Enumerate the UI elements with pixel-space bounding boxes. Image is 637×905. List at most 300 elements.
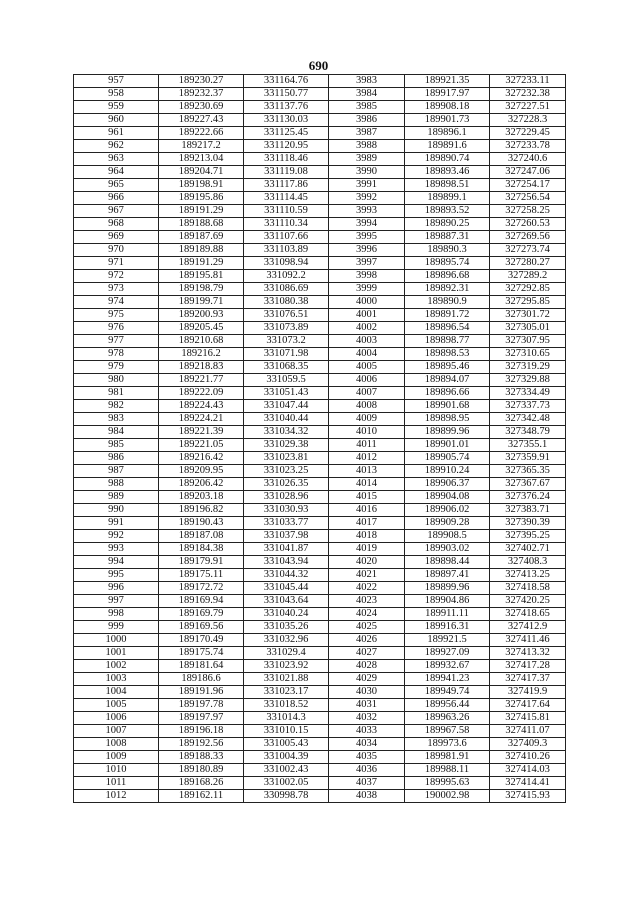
- point-number-cell: 996: [74, 582, 159, 595]
- point-number-cell: 3999: [329, 283, 405, 296]
- x-coordinate-cell: 189227.43: [159, 114, 244, 127]
- table-row: [74, 374, 566, 387]
- x-coordinate-cell: 189898.95: [405, 413, 490, 426]
- y-coordinate-cell: 331103.89: [244, 244, 329, 257]
- y-coordinate-cell: 331068.35: [244, 361, 329, 374]
- x-coordinate-cell: 189901.73: [405, 114, 490, 127]
- point-number-cell: 4001: [329, 309, 405, 322]
- point-number-cell: 973: [74, 283, 159, 296]
- y-coordinate-cell: 327280.27: [490, 257, 566, 270]
- y-coordinate-cell: 327402.71: [490, 543, 566, 556]
- x-coordinate-cell: 189224.21: [159, 413, 244, 426]
- point-number-cell: 4018: [329, 530, 405, 543]
- point-number-cell: 961: [74, 127, 159, 140]
- point-number-cell: 4002: [329, 322, 405, 335]
- y-coordinate-cell: 331040.44: [244, 413, 329, 426]
- table-row: [74, 725, 566, 738]
- table-row: [74, 166, 566, 179]
- y-coordinate-cell: 331119.08: [244, 166, 329, 179]
- point-number-cell: 3995: [329, 231, 405, 244]
- point-number-cell: 974: [74, 296, 159, 309]
- table-row: [74, 335, 566, 348]
- y-coordinate-cell: 327337.73: [490, 400, 566, 413]
- point-number-cell: 4021: [329, 569, 405, 582]
- x-coordinate-cell: 189179.91: [159, 556, 244, 569]
- x-coordinate-cell: 189898.44: [405, 556, 490, 569]
- table-row: [74, 101, 566, 114]
- x-coordinate-cell: 189893.52: [405, 205, 490, 218]
- point-number-cell: 3994: [329, 218, 405, 231]
- x-coordinate-cell: 189895.46: [405, 361, 490, 374]
- y-coordinate-cell: 331026.35: [244, 478, 329, 491]
- y-coordinate-cell: 327240.6: [490, 153, 566, 166]
- y-coordinate-cell: 331071.98: [244, 348, 329, 361]
- point-number-cell: 1011: [74, 777, 159, 790]
- table-row: [74, 283, 566, 296]
- y-coordinate-cell: 331043.94: [244, 556, 329, 569]
- point-number-cell: 969: [74, 231, 159, 244]
- x-coordinate-cell: 189921.5: [405, 634, 490, 647]
- x-coordinate-cell: 189195.86: [159, 192, 244, 205]
- table-row: [74, 205, 566, 218]
- x-coordinate-cell: 190002.98: [405, 790, 490, 803]
- y-coordinate-cell: 327247.06: [490, 166, 566, 179]
- y-coordinate-cell: 331030.93: [244, 504, 329, 517]
- point-number-cell: 3983: [329, 75, 405, 88]
- table-row: [74, 309, 566, 322]
- point-number-cell: 967: [74, 205, 159, 218]
- y-coordinate-cell: 331073.89: [244, 322, 329, 335]
- y-coordinate-cell: 327418.65: [490, 608, 566, 621]
- y-coordinate-cell: 327367.67: [490, 478, 566, 491]
- y-coordinate-cell: 327233.78: [490, 140, 566, 153]
- point-number-cell: 959: [74, 101, 159, 114]
- point-number-cell: 3996: [329, 244, 405, 257]
- x-coordinate-cell: 189170.49: [159, 634, 244, 647]
- y-coordinate-cell: 327411.46: [490, 634, 566, 647]
- point-number-cell: 4032: [329, 712, 405, 725]
- y-coordinate-cell: 327355.1: [490, 439, 566, 452]
- x-coordinate-cell: 189890.25: [405, 218, 490, 231]
- table-row: [74, 569, 566, 582]
- table-row: [74, 543, 566, 556]
- table-row: [74, 153, 566, 166]
- x-coordinate-cell: 189932.67: [405, 660, 490, 673]
- point-number-cell: 976: [74, 322, 159, 335]
- x-coordinate-cell: 189904.86: [405, 595, 490, 608]
- point-number-cell: 972: [74, 270, 159, 283]
- x-coordinate-cell: 189221.05: [159, 439, 244, 452]
- point-number-cell: 964: [74, 166, 159, 179]
- point-number-cell: 982: [74, 400, 159, 413]
- x-coordinate-cell: 189188.33: [159, 751, 244, 764]
- x-coordinate-cell: 189917.97: [405, 88, 490, 101]
- point-number-cell: 4006: [329, 374, 405, 387]
- point-number-cell: 3992: [329, 192, 405, 205]
- x-coordinate-cell: 189899.96: [405, 582, 490, 595]
- x-coordinate-cell: 189221.39: [159, 426, 244, 439]
- table-row: [74, 192, 566, 205]
- point-number-cell: 4037: [329, 777, 405, 790]
- table-row: [74, 465, 566, 478]
- y-coordinate-cell: 327409.3: [490, 738, 566, 751]
- x-coordinate-cell: 189967.58: [405, 725, 490, 738]
- x-coordinate-cell: 189169.56: [159, 621, 244, 634]
- x-coordinate-cell: 189221.77: [159, 374, 244, 387]
- x-coordinate-cell: 189896.1: [405, 127, 490, 140]
- point-number-cell: 4029: [329, 673, 405, 686]
- point-number-cell: 4026: [329, 634, 405, 647]
- x-coordinate-cell: 189230.69: [159, 101, 244, 114]
- y-coordinate-cell: 327413.25: [490, 569, 566, 582]
- point-number-cell: 1006: [74, 712, 159, 725]
- x-coordinate-cell: 189893.46: [405, 166, 490, 179]
- y-coordinate-cell: 327408.3: [490, 556, 566, 569]
- y-coordinate-cell: 331051.43: [244, 387, 329, 400]
- point-number-cell: 4016: [329, 504, 405, 517]
- x-coordinate-cell: 189191.96: [159, 686, 244, 699]
- table-row: [74, 790, 566, 803]
- x-coordinate-cell: 189927.09: [405, 647, 490, 660]
- table-row: [74, 621, 566, 634]
- point-number-cell: 4025: [329, 621, 405, 634]
- point-number-cell: 4024: [329, 608, 405, 621]
- point-number-cell: 4030: [329, 686, 405, 699]
- point-number-cell: 1002: [74, 660, 159, 673]
- x-coordinate-cell: 189910.24: [405, 465, 490, 478]
- point-number-cell: 1012: [74, 790, 159, 803]
- x-coordinate-cell: 189898.51: [405, 179, 490, 192]
- y-coordinate-cell: 327256.54: [490, 192, 566, 205]
- y-coordinate-cell: 327415.93: [490, 790, 566, 803]
- y-coordinate-cell: 331021.88: [244, 673, 329, 686]
- point-number-cell: 981: [74, 387, 159, 400]
- x-coordinate-cell: 189191.29: [159, 257, 244, 270]
- y-coordinate-cell: 331037.98: [244, 530, 329, 543]
- point-number-cell: 3991: [329, 179, 405, 192]
- point-number-cell: 977: [74, 335, 159, 348]
- table-row: [74, 322, 566, 335]
- y-coordinate-cell: 331033.77: [244, 517, 329, 530]
- y-coordinate-cell: 331110.34: [244, 218, 329, 231]
- point-number-cell: 3997: [329, 257, 405, 270]
- x-coordinate-cell: 189941.23: [405, 673, 490, 686]
- y-coordinate-cell: 327307.95: [490, 335, 566, 348]
- y-coordinate-cell: 331029.4: [244, 647, 329, 660]
- table-row: [74, 361, 566, 374]
- x-coordinate-cell: 189180.89: [159, 764, 244, 777]
- point-number-cell: 975: [74, 309, 159, 322]
- x-coordinate-cell: 189192.56: [159, 738, 244, 751]
- table-row: [74, 218, 566, 231]
- y-coordinate-cell: 327273.74: [490, 244, 566, 257]
- y-coordinate-cell: 331043.64: [244, 595, 329, 608]
- point-number-cell: 991: [74, 517, 159, 530]
- x-coordinate-cell: 189197.78: [159, 699, 244, 712]
- y-coordinate-cell: 331002.43: [244, 764, 329, 777]
- table-row: [74, 595, 566, 608]
- point-number-cell: 1008: [74, 738, 159, 751]
- table-row: [74, 257, 566, 270]
- point-number-cell: 990: [74, 504, 159, 517]
- y-coordinate-cell: 327420.25: [490, 595, 566, 608]
- x-coordinate-cell: 189901.68: [405, 400, 490, 413]
- point-number-cell: 1001: [74, 647, 159, 660]
- y-coordinate-cell: 331086.69: [244, 283, 329, 296]
- point-number-cell: 4036: [329, 764, 405, 777]
- point-number-cell: 957: [74, 75, 159, 88]
- table-row: [74, 439, 566, 452]
- x-coordinate-cell: 189898.53: [405, 348, 490, 361]
- x-coordinate-cell: 189175.11: [159, 569, 244, 582]
- x-coordinate-cell: 189956.44: [405, 699, 490, 712]
- y-coordinate-cell: 331114.45: [244, 192, 329, 205]
- point-number-cell: 980: [74, 374, 159, 387]
- y-coordinate-cell: 331010.15: [244, 725, 329, 738]
- point-number-cell: 1004: [74, 686, 159, 699]
- x-coordinate-cell: 189172.72: [159, 582, 244, 595]
- y-coordinate-cell: 327411.07: [490, 725, 566, 738]
- table-row: [74, 686, 566, 699]
- y-coordinate-cell: 331164.76: [244, 75, 329, 88]
- point-number-cell: 3989: [329, 153, 405, 166]
- x-coordinate-cell: 189988.11: [405, 764, 490, 777]
- point-number-cell: 960: [74, 114, 159, 127]
- x-coordinate-cell: 189184.38: [159, 543, 244, 556]
- x-coordinate-cell: 189921.35: [405, 75, 490, 88]
- point-number-cell: 1003: [74, 673, 159, 686]
- point-number-cell: 4014: [329, 478, 405, 491]
- coordinate-table: [73, 74, 566, 803]
- y-coordinate-cell: 327348.79: [490, 426, 566, 439]
- x-coordinate-cell: 189175.74: [159, 647, 244, 660]
- point-number-cell: 1000: [74, 634, 159, 647]
- coordinate-table-body: [74, 75, 566, 803]
- table-row: [74, 699, 566, 712]
- x-coordinate-cell: 189896.68: [405, 270, 490, 283]
- x-coordinate-cell: 189895.74: [405, 257, 490, 270]
- x-coordinate-cell: 189904.08: [405, 491, 490, 504]
- point-number-cell: 4023: [329, 595, 405, 608]
- x-coordinate-cell: 189205.45: [159, 322, 244, 335]
- y-coordinate-cell: 327410.26: [490, 751, 566, 764]
- point-number-cell: 1005: [74, 699, 159, 712]
- table-row: [74, 478, 566, 491]
- point-number-cell: 4011: [329, 439, 405, 452]
- y-coordinate-cell: 331041.87: [244, 543, 329, 556]
- y-coordinate-cell: 327305.01: [490, 322, 566, 335]
- table-row: [74, 608, 566, 621]
- point-number-cell: 997: [74, 595, 159, 608]
- y-coordinate-cell: 327301.72: [490, 309, 566, 322]
- point-number-cell: 958: [74, 88, 159, 101]
- x-coordinate-cell: 189197.97: [159, 712, 244, 725]
- table-row: [74, 712, 566, 725]
- y-coordinate-cell: 331098.94: [244, 257, 329, 270]
- x-coordinate-cell: 189897.41: [405, 569, 490, 582]
- point-number-cell: 989: [74, 491, 159, 504]
- table-row: [74, 634, 566, 647]
- point-number-cell: 4028: [329, 660, 405, 673]
- x-coordinate-cell: 189903.02: [405, 543, 490, 556]
- table-row: [74, 530, 566, 543]
- point-number-cell: 4019: [329, 543, 405, 556]
- point-number-cell: 3984: [329, 88, 405, 101]
- x-coordinate-cell: 189981.91: [405, 751, 490, 764]
- point-number-cell: 4013: [329, 465, 405, 478]
- table-row: [74, 413, 566, 426]
- x-coordinate-cell: 189232.37: [159, 88, 244, 101]
- point-number-cell: 4031: [329, 699, 405, 712]
- point-number-cell: 4009: [329, 413, 405, 426]
- point-number-cell: 983: [74, 413, 159, 426]
- x-coordinate-cell: 189906.37: [405, 478, 490, 491]
- x-coordinate-cell: 189198.79: [159, 283, 244, 296]
- x-coordinate-cell: 189894.07: [405, 374, 490, 387]
- point-number-cell: 987: [74, 465, 159, 478]
- y-coordinate-cell: 327254.17: [490, 179, 566, 192]
- x-coordinate-cell: 189191.29: [159, 205, 244, 218]
- x-coordinate-cell: 189887.31: [405, 231, 490, 244]
- x-coordinate-cell: 189213.04: [159, 153, 244, 166]
- y-coordinate-cell: 331004.39: [244, 751, 329, 764]
- x-coordinate-cell: 189911.11: [405, 608, 490, 621]
- point-number-cell: 971: [74, 257, 159, 270]
- point-number-cell: 4033: [329, 725, 405, 738]
- table-row: [74, 517, 566, 530]
- y-coordinate-cell: 331125.45: [244, 127, 329, 140]
- point-number-cell: 994: [74, 556, 159, 569]
- x-coordinate-cell: 189187.69: [159, 231, 244, 244]
- y-coordinate-cell: 331076.51: [244, 309, 329, 322]
- y-coordinate-cell: 327227.51: [490, 101, 566, 114]
- table-row: [74, 556, 566, 569]
- x-coordinate-cell: 189200.93: [159, 309, 244, 322]
- x-coordinate-cell: 189224.43: [159, 400, 244, 413]
- point-number-cell: 1009: [74, 751, 159, 764]
- point-number-cell: 4020: [329, 556, 405, 569]
- y-coordinate-cell: 331023.81: [244, 452, 329, 465]
- x-coordinate-cell: 189162.11: [159, 790, 244, 803]
- x-coordinate-cell: 189892.31: [405, 283, 490, 296]
- x-coordinate-cell: 189204.71: [159, 166, 244, 179]
- y-coordinate-cell: 331023.25: [244, 465, 329, 478]
- y-coordinate-cell: 327414.41: [490, 777, 566, 790]
- point-number-cell: 4000: [329, 296, 405, 309]
- y-coordinate-cell: 327319.29: [490, 361, 566, 374]
- y-coordinate-cell: 327395.25: [490, 530, 566, 543]
- y-coordinate-cell: 327417.37: [490, 673, 566, 686]
- point-number-cell: 998: [74, 608, 159, 621]
- y-coordinate-cell: 331023.17: [244, 686, 329, 699]
- point-number-cell: 970: [74, 244, 159, 257]
- x-coordinate-cell: 189186.6: [159, 673, 244, 686]
- y-coordinate-cell: 331040.24: [244, 608, 329, 621]
- point-number-cell: 985: [74, 439, 159, 452]
- x-coordinate-cell: 189168.26: [159, 777, 244, 790]
- y-coordinate-cell: 327295.85: [490, 296, 566, 309]
- table-row: [74, 179, 566, 192]
- y-coordinate-cell: 331047.44: [244, 400, 329, 413]
- point-number-cell: 3990: [329, 166, 405, 179]
- x-coordinate-cell: 189908.18: [405, 101, 490, 114]
- point-number-cell: 1007: [74, 725, 159, 738]
- x-coordinate-cell: 189973.6: [405, 738, 490, 751]
- x-coordinate-cell: 189189.88: [159, 244, 244, 257]
- y-coordinate-cell: 327418.58: [490, 582, 566, 595]
- table-row: [74, 777, 566, 790]
- point-number-cell: 3987: [329, 127, 405, 140]
- y-coordinate-cell: 327383.71: [490, 504, 566, 517]
- point-number-cell: 986: [74, 452, 159, 465]
- point-number-cell: 3998: [329, 270, 405, 283]
- y-coordinate-cell: 327229.45: [490, 127, 566, 140]
- x-coordinate-cell: 189187.08: [159, 530, 244, 543]
- y-coordinate-cell: 327258.25: [490, 205, 566, 218]
- point-number-cell: 992: [74, 530, 159, 543]
- y-coordinate-cell: 327334.49: [490, 387, 566, 400]
- table-row: [74, 426, 566, 439]
- x-coordinate-cell: 189222.66: [159, 127, 244, 140]
- point-number-cell: 4035: [329, 751, 405, 764]
- point-number-cell: 4015: [329, 491, 405, 504]
- point-number-cell: 3985: [329, 101, 405, 114]
- table-row: [74, 140, 566, 153]
- y-coordinate-cell: 331150.77: [244, 88, 329, 101]
- y-coordinate-cell: 331028.96: [244, 491, 329, 504]
- point-number-cell: 965: [74, 179, 159, 192]
- table-row: [74, 647, 566, 660]
- y-coordinate-cell: 331005.43: [244, 738, 329, 751]
- y-coordinate-cell: 330998.78: [244, 790, 329, 803]
- x-coordinate-cell: 189949.74: [405, 686, 490, 699]
- point-number-cell: 4034: [329, 738, 405, 751]
- table-row: [74, 75, 566, 88]
- x-coordinate-cell: 189190.43: [159, 517, 244, 530]
- y-coordinate-cell: 327342.48: [490, 413, 566, 426]
- x-coordinate-cell: 189169.94: [159, 595, 244, 608]
- x-coordinate-cell: 189896.66: [405, 387, 490, 400]
- y-coordinate-cell: 331023.92: [244, 660, 329, 673]
- x-coordinate-cell: 189901.01: [405, 439, 490, 452]
- point-number-cell: 4008: [329, 400, 405, 413]
- table-row: [74, 491, 566, 504]
- point-number-cell: 4007: [329, 387, 405, 400]
- table-row: [74, 231, 566, 244]
- x-coordinate-cell: 189198.91: [159, 179, 244, 192]
- y-coordinate-cell: 331002.05: [244, 777, 329, 790]
- x-coordinate-cell: 189195.81: [159, 270, 244, 283]
- x-coordinate-cell: 189210.68: [159, 335, 244, 348]
- x-coordinate-cell: 189909.28: [405, 517, 490, 530]
- y-coordinate-cell: 331044.32: [244, 569, 329, 582]
- y-coordinate-cell: 331117.86: [244, 179, 329, 192]
- x-coordinate-cell: 189216.2: [159, 348, 244, 361]
- table-row: [74, 127, 566, 140]
- table-row: [74, 296, 566, 309]
- point-number-cell: 4017: [329, 517, 405, 530]
- x-coordinate-cell: 189899.96: [405, 426, 490, 439]
- y-coordinate-cell: 327415.81: [490, 712, 566, 725]
- y-coordinate-cell: 331110.59: [244, 205, 329, 218]
- y-coordinate-cell: 331014.3: [244, 712, 329, 725]
- y-coordinate-cell: 331034.32: [244, 426, 329, 439]
- x-coordinate-cell: 189890.9: [405, 296, 490, 309]
- point-number-cell: 993: [74, 543, 159, 556]
- x-coordinate-cell: 189203.18: [159, 491, 244, 504]
- y-coordinate-cell: 331018.52: [244, 699, 329, 712]
- point-number-cell: 4027: [329, 647, 405, 660]
